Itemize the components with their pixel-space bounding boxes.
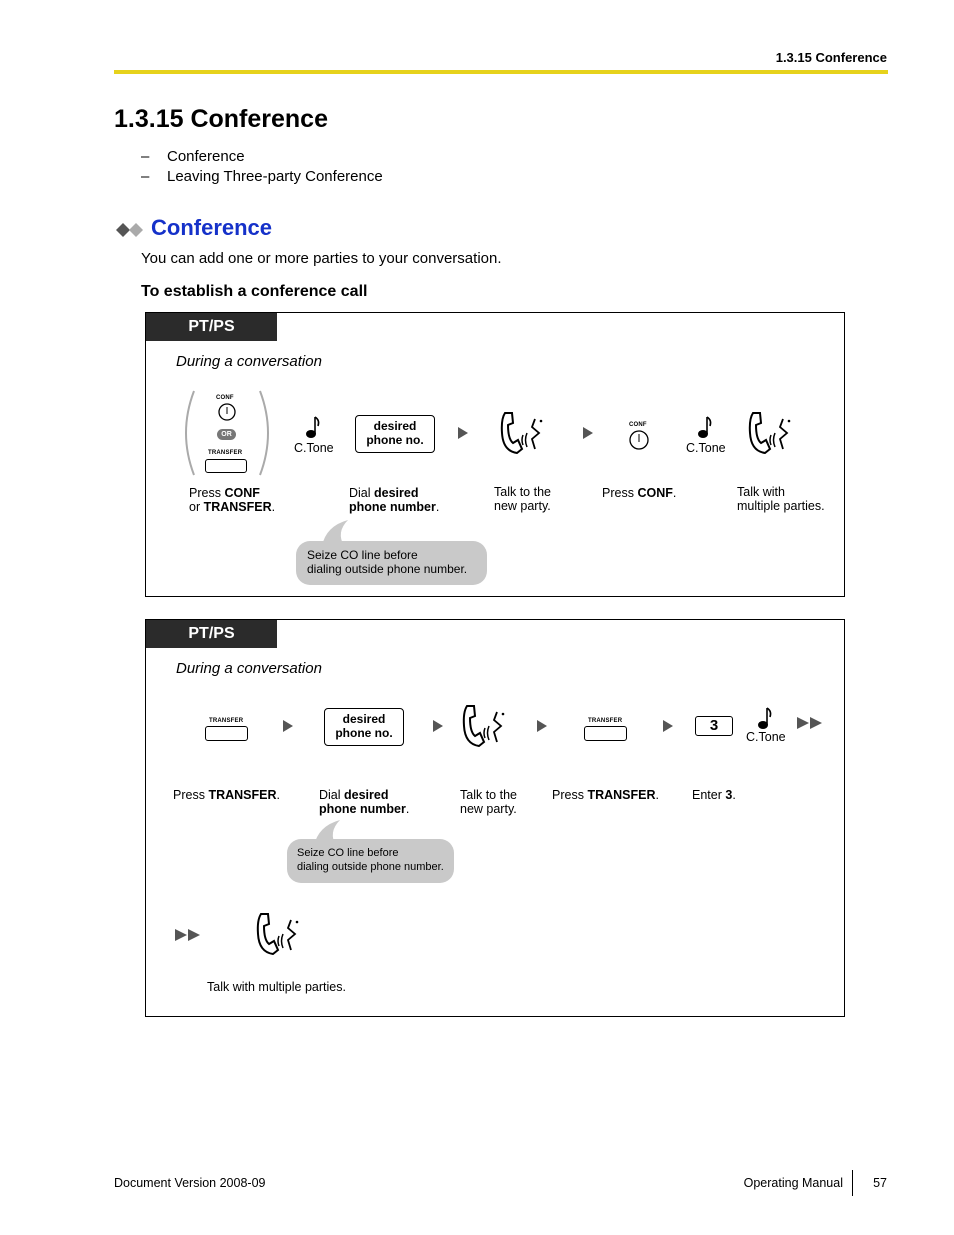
key-line-2: phone no. xyxy=(335,726,393,740)
desired-phone-no-key[interactable] xyxy=(355,415,435,453)
tone-note-icon xyxy=(757,705,773,731)
note-bubble: Seize CO line before dialing outside phone number. xyxy=(296,541,487,585)
talk-handset-icon xyxy=(255,912,303,956)
c-tone-label: C.Tone xyxy=(294,441,334,455)
step-caption: Press TRANSFER. xyxy=(173,788,280,802)
device-tab: PT/PS xyxy=(146,313,277,341)
key-line-2: phone no. xyxy=(366,433,424,447)
running-header: 1.3.15 Conference xyxy=(775,50,887,65)
arrow-icon xyxy=(283,720,293,732)
transfer-label: TRANSFER xyxy=(209,718,244,724)
transfer-label: TRANSFER xyxy=(588,718,623,724)
footer-doc-version: Document Version 2008-09 xyxy=(114,1176,266,1190)
section-heading: Conference xyxy=(151,215,273,240)
step-caption: Talk with multiple parties. xyxy=(737,485,825,513)
step-caption: Press CONF or TRANSFER. xyxy=(189,486,276,514)
transfer-label: TRANSFER xyxy=(208,450,243,456)
note-bubble: Seize CO line before dialing outside phone number. xyxy=(287,839,454,883)
c-tone-label: C.Tone xyxy=(746,730,786,744)
step-caption: Talk to the new party. xyxy=(460,788,517,816)
step-caption: Talk to the new party. xyxy=(494,485,551,513)
during-label: During a conversation xyxy=(176,353,322,370)
footer-manual: Operating Manual xyxy=(743,1176,843,1190)
step-caption: Press TRANSFER. xyxy=(552,788,659,802)
talk-handset-icon xyxy=(499,411,547,455)
toc-dash: – xyxy=(141,168,150,185)
toc-item xyxy=(141,148,245,165)
c-tone-label: C.Tone xyxy=(686,441,726,455)
procedure-box-2 xyxy=(145,619,845,1017)
tone-note-icon xyxy=(697,414,713,440)
toc-dash: – xyxy=(141,148,150,165)
arrow-icon xyxy=(583,427,593,439)
continue-arrow-icon xyxy=(797,716,825,730)
transfer-button[interactable] xyxy=(205,459,247,473)
transfer-button[interactable] xyxy=(205,726,248,741)
talk-handset-icon xyxy=(747,411,795,455)
toc-item xyxy=(141,168,383,185)
key-line-1: desired xyxy=(373,419,417,433)
toc-link-conference[interactable]: Conference xyxy=(167,148,245,165)
page-title: 1.3.15 Conference xyxy=(114,105,328,133)
footer-divider xyxy=(852,1170,853,1196)
step-caption: Enter 3. xyxy=(692,788,736,802)
step-caption: Dial desired phone number. xyxy=(349,486,440,514)
header-rule xyxy=(114,70,888,74)
tone-note-icon xyxy=(305,414,321,440)
continue-arrow-icon xyxy=(175,928,203,942)
conf-button-icon[interactable] xyxy=(629,430,649,450)
device-tab: PT/PS xyxy=(146,620,277,648)
transfer-button[interactable] xyxy=(584,726,627,741)
sub-heading: To establish a conference call xyxy=(141,283,368,300)
diamond-bullet-icon xyxy=(116,222,146,238)
conf-label: CONF xyxy=(216,395,234,401)
arrow-icon xyxy=(458,427,468,439)
conf-button-icon[interactable] xyxy=(218,403,236,421)
conf-label: CONF xyxy=(629,422,647,428)
arrow-icon xyxy=(433,720,443,732)
step-caption: Dial desired phone number. xyxy=(319,788,410,816)
digit-3-key[interactable]: 3 xyxy=(695,716,733,736)
arrow-icon xyxy=(663,720,673,732)
talk-handset-icon xyxy=(461,704,509,748)
arrow-icon xyxy=(537,720,547,732)
or-badge: OR xyxy=(217,429,236,440)
during-label: During a conversation xyxy=(176,660,322,677)
step-caption: Talk with multiple parties. xyxy=(207,980,346,994)
key-line-1: desired xyxy=(342,712,386,726)
section-intro: You can add one or more parties to your conversation. xyxy=(141,250,502,267)
step-caption: Press CONF. xyxy=(602,486,677,500)
page-number: 57 xyxy=(873,1176,887,1190)
desired-phone-no-key[interactable] xyxy=(324,708,404,746)
toc-link-leaving[interactable]: Leaving Three-party Conference xyxy=(167,168,383,185)
